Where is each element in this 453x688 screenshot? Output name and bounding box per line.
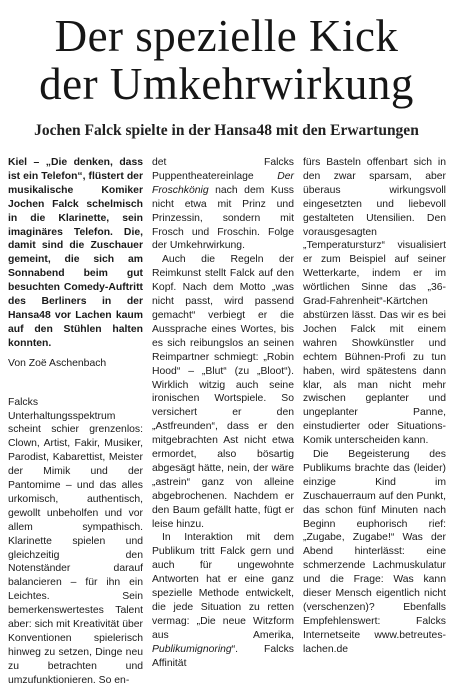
dateline: Kiel [8,157,28,168]
body-paragraph: Auch die Regeln der Reimkunst stellt Falck auf den Kopf. Nach dem Motto „was nicht passt, wird passend gemacht“ verbiegt er die Aussprache eines Wortes, bis es sich reibungslos an seinen Reimpartner schmiegt: „Robin Hood“ – „Blut“ (zu „Bloot“). Wirklich witzig auch seine ironischen Wortspiele. So versichert er den „Astfreunden“, dass er den mitgebrachten Ast nicht etwa ermordet, also bösartig abgesägt hätte, nein, der wäre „astrein“ ganz von alleine abgebrochenen. Nachdem er den Baum gefällt hatte, fügt er leise hinzu. [152,254,294,530]
body-paragraph [152,156,294,253]
lead-text: – „Die denken, dass ist ein Telefon“, flüstert der musikalische Komiker Jochen Falck schelmisch in die Klarinette, sein imaginäres Telefon. Die, damit sind die Zuschauer gemeint, die sich am Sonnabend beim gut besuchten Comedy-Auftritt des Berliners in der Hansa48 vor Lachen kaum auf den Stühlen halten konnten. [8,157,143,349]
body-text: nach dem Kuss nicht etwa mit Prinz und Prinzessin, sondern mit Frosch und Froschin. Folge der Umkehrwirkung. [152,184,294,252]
body-paragraph: Die Begeisterung des Publikums brachte das (leider) einzige Kind im Zuschauerraum auf den Punkt, das schon fünf Minuten nach Beginn euphorisch rief: „Zugabe, Zugabe!“ Was der Abend hinterlässt: eine schmerzende Lachmuskulatur und die Frage: Was kann dieser Mensch eigentlich nicht (verschenzen)? Ebenfalls Empfehlenswert: Falcks Internetseite www.betreutes-lachen.de [303,449,446,655]
body-text: “. Falcks Affinität [152,643,294,669]
italic-title: Publikumignoring [152,643,232,655]
text-column-1 [8,156,143,688]
byline: Von Zoë Aschenbach [8,357,107,369]
italic-title: Der Froschkönig [152,170,294,196]
body-text: In Interaktion mit dem Publikum tritt Falck gern und auch für ungewohnte Antworten hat er eine ganz spezielle Methode entwickelt, die jede Situation zu retten vermag: „Die neue Witzform aus Amerika, [152,532,294,641]
text-column-2 [152,156,294,671]
headline-line-1: Der spezielle Kick [54,11,399,61]
article-headline [0,12,453,108]
text-column-3 [303,156,446,657]
lead-paragraph [8,156,143,351]
body-text: det Falcks Puppentheatereinlage [152,157,294,182]
body-paragraph: Falcks Unterhaltungsspektrum scheint schier grenzenlos: Clown, Artist, Fakir, Musiker, Parodist, Kabarettist, Meister der Mimik und der Pantomime – und das alles urkomisch, authentisch, gewollt unbeholfen und vor allem sympathisch. Klarinette spielen und gleichzeitig den Notenständer darauf balancieren – für ihn ein Leichtes. Sein bemerkenswertestes Talent aber: sich mit Kreativität über Konventionen spielerisch hinweg zu setzen, Dinge neu zu betrachten und umzufunktionieren. So en- [8,396,143,686]
body-paragraph [152,531,294,670]
headline-line-2: der Umkehrwirkung [39,59,414,109]
body-paragraph: fürs Basteln offenbart sich in den zwar sparsam, aber überaus wirkungsvoll eingesetzten und liebevoll gestalteten Utensilien. Den vorausgesagten „Temperatursturz“ visualisiert er zum Beispiel auf seiner Wetterkarte, indem er im wörtlichen Sinne das „36-Grad-Fahrenheit“-Kärtchen abstürzen lässt. Das wir es bei Jochen Falck mit einem wahren Showkünstler und echtem Bühnen-Profi zu tun haben, wird spätestens dann klar, als man nicht mehr zwischen geplanter und ungeplanter Panne, einstudierter oder Situations-Komik unterscheiden kann. [303,157,446,447]
article-subheadline: Jochen Falck spielte in der Hansa48 mit den Erwartungen [34,122,419,139]
